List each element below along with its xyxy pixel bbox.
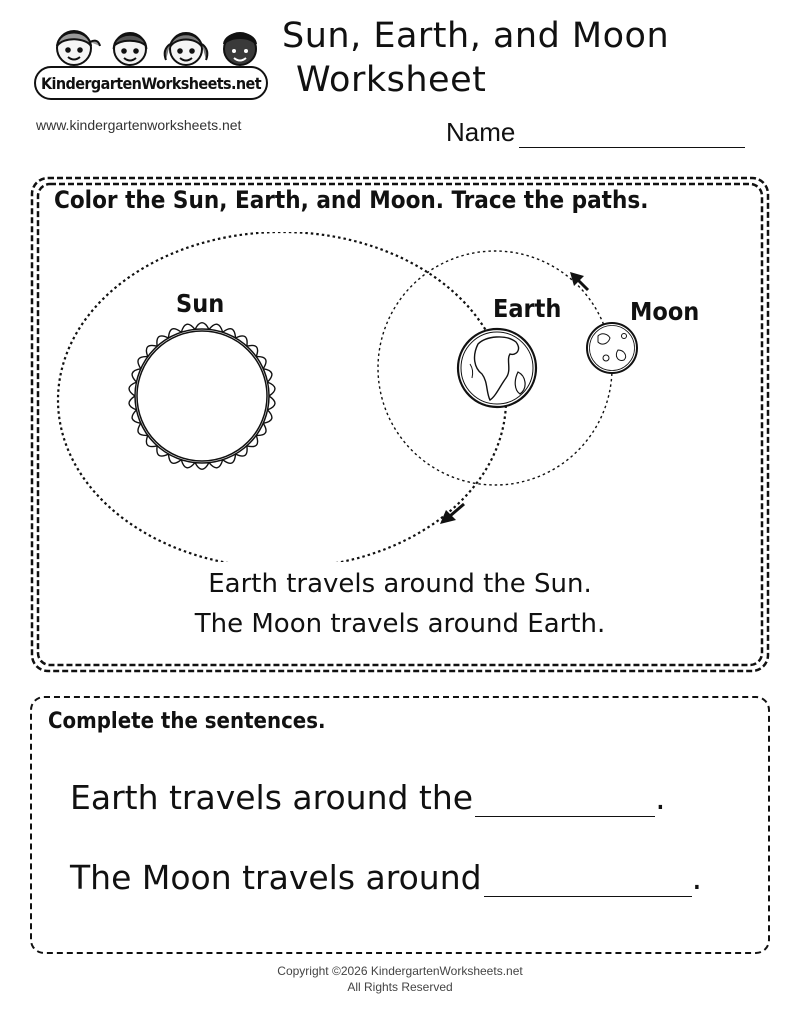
earth-icon[interactable] [458,329,536,407]
earth-orbit-path[interactable] [58,232,506,562]
rights-text: All Rights Reserved [347,980,453,994]
site-logo [34,22,274,104]
sentence-2-blank[interactable] [484,860,692,897]
sentence-2-text: The Moon travels around [70,858,482,897]
sun-label: Sun [176,289,225,318]
worksheet-title [282,14,752,102]
fact-earth-orbit: Earth travels around the Sun. [208,569,592,599]
diagram-instruction: Color the Sun, Earth, and Moon. Trace the paths. [54,186,649,214]
kids-faces-icon [46,22,258,70]
name-field[interactable] [446,117,745,148]
sentence-1 [70,778,666,817]
moon-icon[interactable] [587,323,637,373]
name-label: Name [446,117,516,147]
earth-label: Earth [493,294,562,323]
logo-banner: KindergartenWorksheets.net [34,66,268,100]
footer [0,963,800,995]
sentence-instruction: Complete the sentences. [48,709,326,734]
sun-earth-moon-diagram [40,232,760,562]
sentence-2-period: . [691,858,703,897]
sun-icon[interactable] [129,323,275,470]
site-url: www.kindergartenworksheets.net [36,117,242,133]
moon-label: Moon [630,297,700,326]
copyright-text: Copyright ©2026 KindergartenWorksheets.net [277,964,523,978]
sentence-1-text: Earth travels around the [70,778,474,817]
earth-orbit-arrow-icon [440,504,464,524]
sentence-section-box [30,696,770,954]
sentence-1-period: . [655,778,666,817]
title-line-2: Worksheet [296,60,487,100]
fact-moon-orbit: The Moon travels around Earth. [194,609,606,639]
sentence-2 [70,858,702,897]
sentence-1-blank[interactable] [475,780,655,817]
title-line-1: Sun, Earth, and Moon [282,16,670,56]
name-blank-line[interactable] [519,119,745,148]
